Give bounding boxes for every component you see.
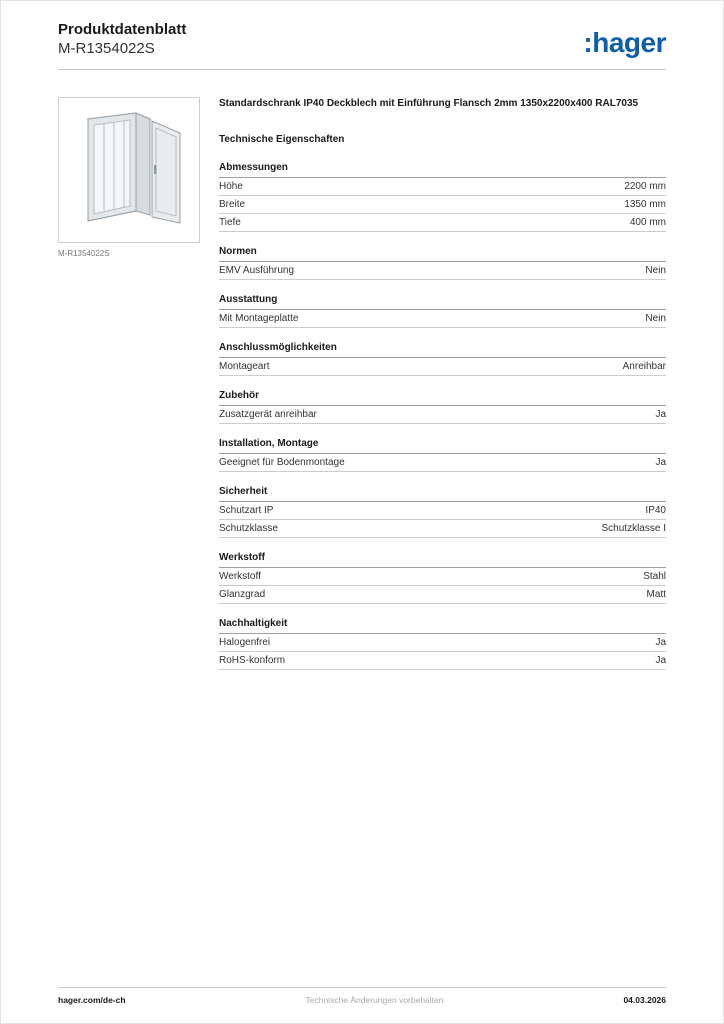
spec-label: Mit Montageplatte (219, 312, 299, 324)
document-type-title: Produktdatenblatt (58, 21, 187, 38)
spec-value: Ja (655, 654, 666, 666)
spec-label: EMV Ausführung (219, 264, 295, 276)
spec-value: 400 mm (629, 216, 666, 228)
spec-value: Matt (646, 588, 666, 600)
spec-label: Breite (219, 198, 246, 210)
specs-column (219, 97, 666, 681)
spec-section-title: Werkstoff (219, 549, 666, 568)
spec-value: Nein (645, 312, 666, 324)
footer-disclaimer: Technische Änderungen vorbehalten (305, 995, 444, 1005)
spec-value: 1350 mm (624, 198, 666, 210)
footer-date: 04.03.2026 (623, 995, 666, 1005)
product-image-frame (58, 97, 200, 243)
spec-value: 2200 mm (624, 180, 666, 192)
spec-row (219, 262, 666, 280)
spec-row (219, 586, 666, 604)
spec-label: Halogenfrei (219, 636, 271, 648)
spec-section-title: Abmessungen (219, 159, 666, 178)
spec-label: Schutzklasse (219, 522, 278, 534)
product-image-column (58, 97, 200, 681)
spec-row (219, 454, 666, 472)
spec-section (219, 339, 666, 376)
product-image-caption: M-R1354022S (58, 248, 110, 258)
main-content (1, 70, 723, 681)
spec-row (219, 634, 666, 652)
spec-label: Glanzgrad (219, 588, 266, 600)
footer-divider (58, 987, 666, 988)
footer-website-link[interactable]: hager.com/de-ch (58, 995, 126, 1005)
spec-section-title: Installation, Montage (219, 435, 666, 454)
spec-section-title: Zubehör (219, 387, 666, 406)
spec-section (219, 387, 666, 424)
hager-logo: :hager (583, 27, 666, 58)
spec-row (219, 310, 666, 328)
spec-value: Schutzklasse I (601, 522, 666, 534)
spec-label: Tiefe (219, 216, 241, 228)
spec-label: RoHS-konform (219, 654, 286, 666)
spec-section (219, 159, 666, 232)
spec-section-title: Anschlussmöglichkeiten (219, 339, 666, 358)
spec-row (219, 214, 666, 232)
spec-section-title: Normen (219, 243, 666, 262)
spec-row (219, 652, 666, 670)
spec-value: Anreihbar (622, 360, 666, 372)
spec-row (219, 358, 666, 376)
spec-value: Stahl (643, 570, 666, 582)
spec-value: Ja (655, 456, 666, 468)
spec-section (219, 435, 666, 472)
spec-label: Zusatzgerät anreihbar (219, 408, 317, 420)
spec-section (219, 615, 666, 670)
spec-label: Werkstoff (219, 570, 261, 582)
spec-row (219, 520, 666, 538)
spec-row (219, 568, 666, 586)
spec-row (219, 178, 666, 196)
header (1, 1, 723, 59)
header-product-id: M-R1354022S (58, 39, 155, 57)
spec-sections (219, 159, 666, 670)
spec-value: Nein (645, 264, 666, 276)
spec-value: IP40 (645, 504, 666, 516)
spec-section (219, 549, 666, 604)
footer-row (58, 995, 666, 1005)
spec-row (219, 196, 666, 214)
spec-value: Ja (655, 408, 666, 420)
spec-section-title: Ausstattung (219, 291, 666, 310)
spec-row (219, 406, 666, 424)
spec-label: Geeignet für Bodenmontage (219, 456, 345, 468)
footer (58, 987, 666, 1005)
spec-label: Höhe (219, 180, 243, 192)
spec-label: Montageart (219, 360, 270, 372)
spec-row (219, 502, 666, 520)
spec-section (219, 291, 666, 328)
spec-section (219, 243, 666, 280)
spec-section-title: Sicherheit (219, 483, 666, 502)
product-title: Standardschrank IP40 Deckblech mit Einführung Flansch 2mm 1350x2200x400 RAL7035 (219, 97, 639, 109)
cabinet-drawing (66, 103, 192, 237)
spec-section (219, 483, 666, 538)
header-titles (58, 21, 186, 59)
tech-properties-heading: Technische Eigenschaften (219, 133, 345, 145)
spec-label: Schutzart IP (219, 504, 274, 516)
spec-section-title: Nachhaltigkeit (219, 615, 666, 634)
spec-value: Ja (655, 636, 666, 648)
